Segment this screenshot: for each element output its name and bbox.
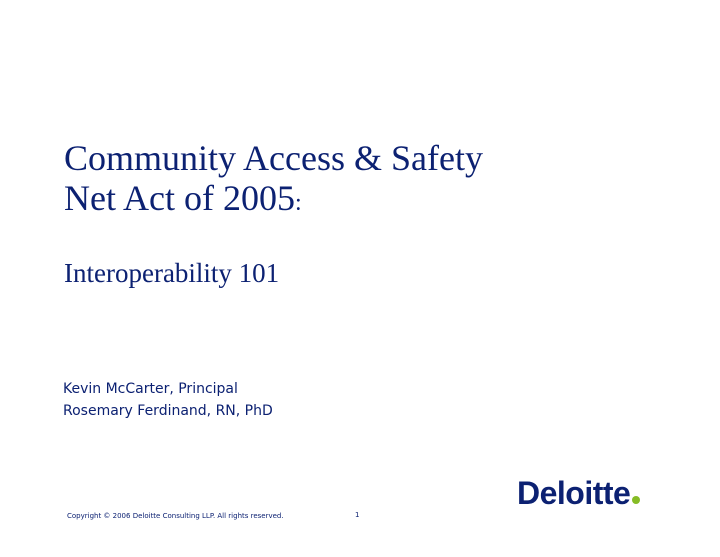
title-line-1: Community Access & Safety [64,138,483,178]
slide-subtitle: Interoperability 101 [64,258,280,288]
author-2: Rosemary Ferdinand, RN, PhD [63,403,273,419]
slide-title [64,138,664,223]
title-line-2 [64,178,664,223]
logo-dot-icon [632,496,640,504]
copyright-notice: Copyright © 2006 Deloitte Consulting LLP. All rights reserved. [67,512,284,520]
authors-block [63,378,273,422]
logo-wordmark: Deloitte [517,475,631,511]
author-1: Kevin McCarter, Principal [63,381,238,397]
deloitte-logo [517,474,640,512]
title-line-2-text: Net Act of 2005 [64,178,295,218]
page-number: 1 [355,511,360,519]
title-colon: : [294,190,302,216]
